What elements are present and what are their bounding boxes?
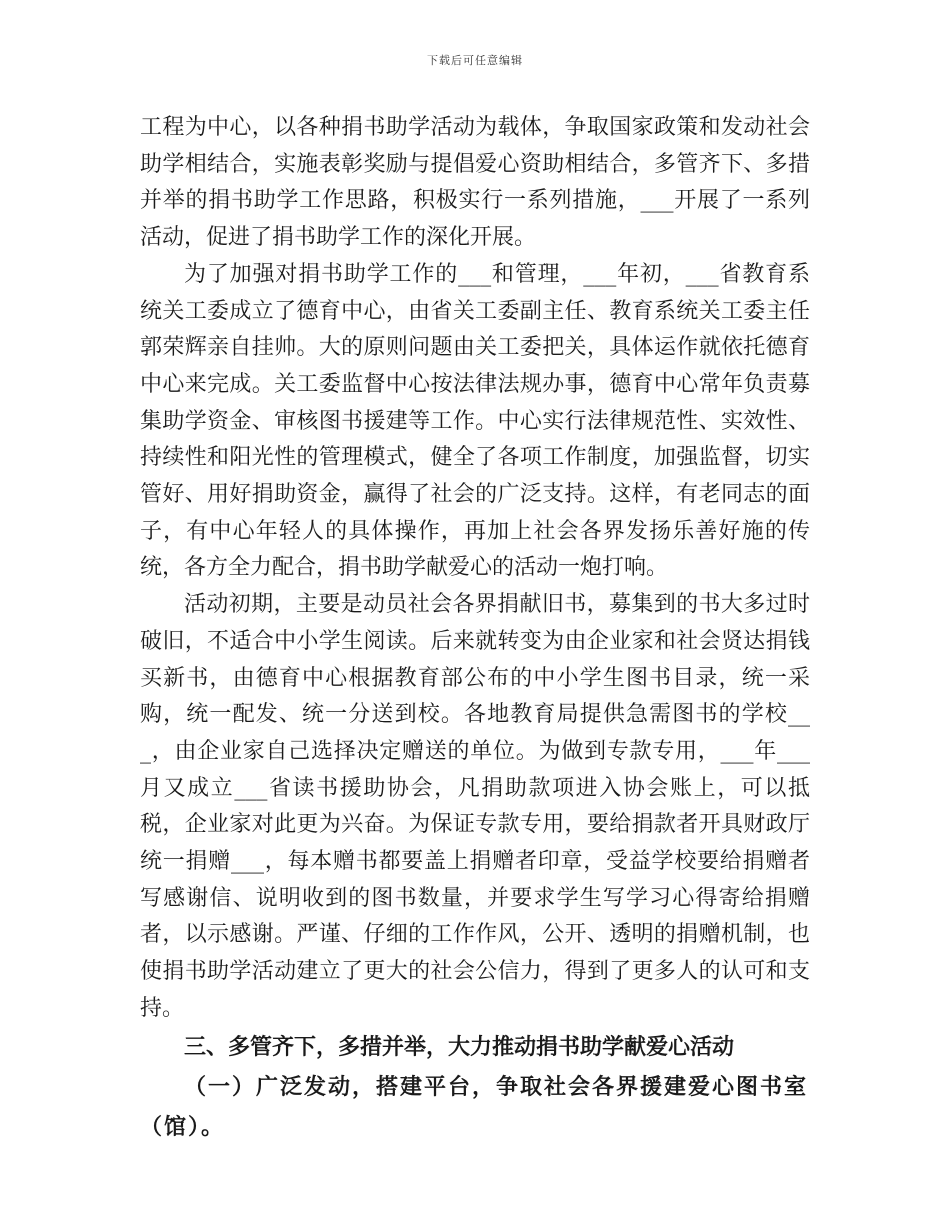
document-body bbox=[140, 110, 810, 1148]
section-heading-3: 三、多管齐下，多措并举，大力推动捐书助学献爱心活动 bbox=[184, 1034, 735, 1060]
page-header: 下载后可任意编辑 bbox=[427, 54, 523, 67]
paragraph-moral-center: 为了加强对捐书助学工作的___和管理，___年初，___省教育系统关工委成立了德育中心，由省关工委副主任、教育系统关工委主任郭荣辉亲自挂帅。大的原则问题由关工委把关，具体运作就依托德育中心来完成。关工委监督中心按法律法规办事，德育中心常年负责募集助学资金、审核图书援建等工作。中心实行法律规范性、实效性、持续性和阳光性的管理模式，健全了各项工作制度，加强监督，切实管好、用好捐助资金，赢得了社会的广泛支持。这样，有老同志的面子，有中心年轻人的具体操作，再加上社会各界发扬乐善好施的传统，各方全力配合，捐书助学献爱心的活动一炮打响。 bbox=[140, 261, 810, 581]
subsection-heading-3-1: （一）广泛发动，搭建平台，争取社会各界援建爱心图书室（馆）。 bbox=[140, 1075, 809, 1141]
paragraph-early-activities: 活动初期，主要是动员社会各界捐献旧书，募集到的书大多过时破旧，不适合中小学生阅读。后来就转变为由企业家和社会贤达捐钱买新书，由德育中心根据教育部公布的中小学生图书目录，统一采购，统一配发、统一分送到校。各地教育局提供急需图书的学校___，由企业家自己选择决定赠送的单位。为做到专款专用，___年___月又成立___省读书援助协会，凡捐助款项进入协会账上，可以抵税，企业家对此更为兴奋。为保证专款专用，要给捐款者开具财政厅统一捐赠___，每本赠书都要盖上捐赠者印章，受益学校要给捐赠者写感谢信、说明收到的图书数量，并要求学生写学习心得寄给捐赠者，以示感谢。严谨、仔细的工作作风，公开、透明的捐赠机制，也使捐书助学活动建立了更大的社会公信力，得到了更多人的认可和支持。 bbox=[140, 592, 810, 1021]
paragraph-continuation: 工程为中心，以各种捐书助学活动为载体，争取国家政策和发动社会助学相结合，实施表彰奖励与提倡爱心资助相结合，多管齐下、多措并举的捐书助学工作思路，积极实行一系列措施，___开展了一系列活动，促进了捐书助学工作的深化开展。 bbox=[140, 115, 810, 251]
